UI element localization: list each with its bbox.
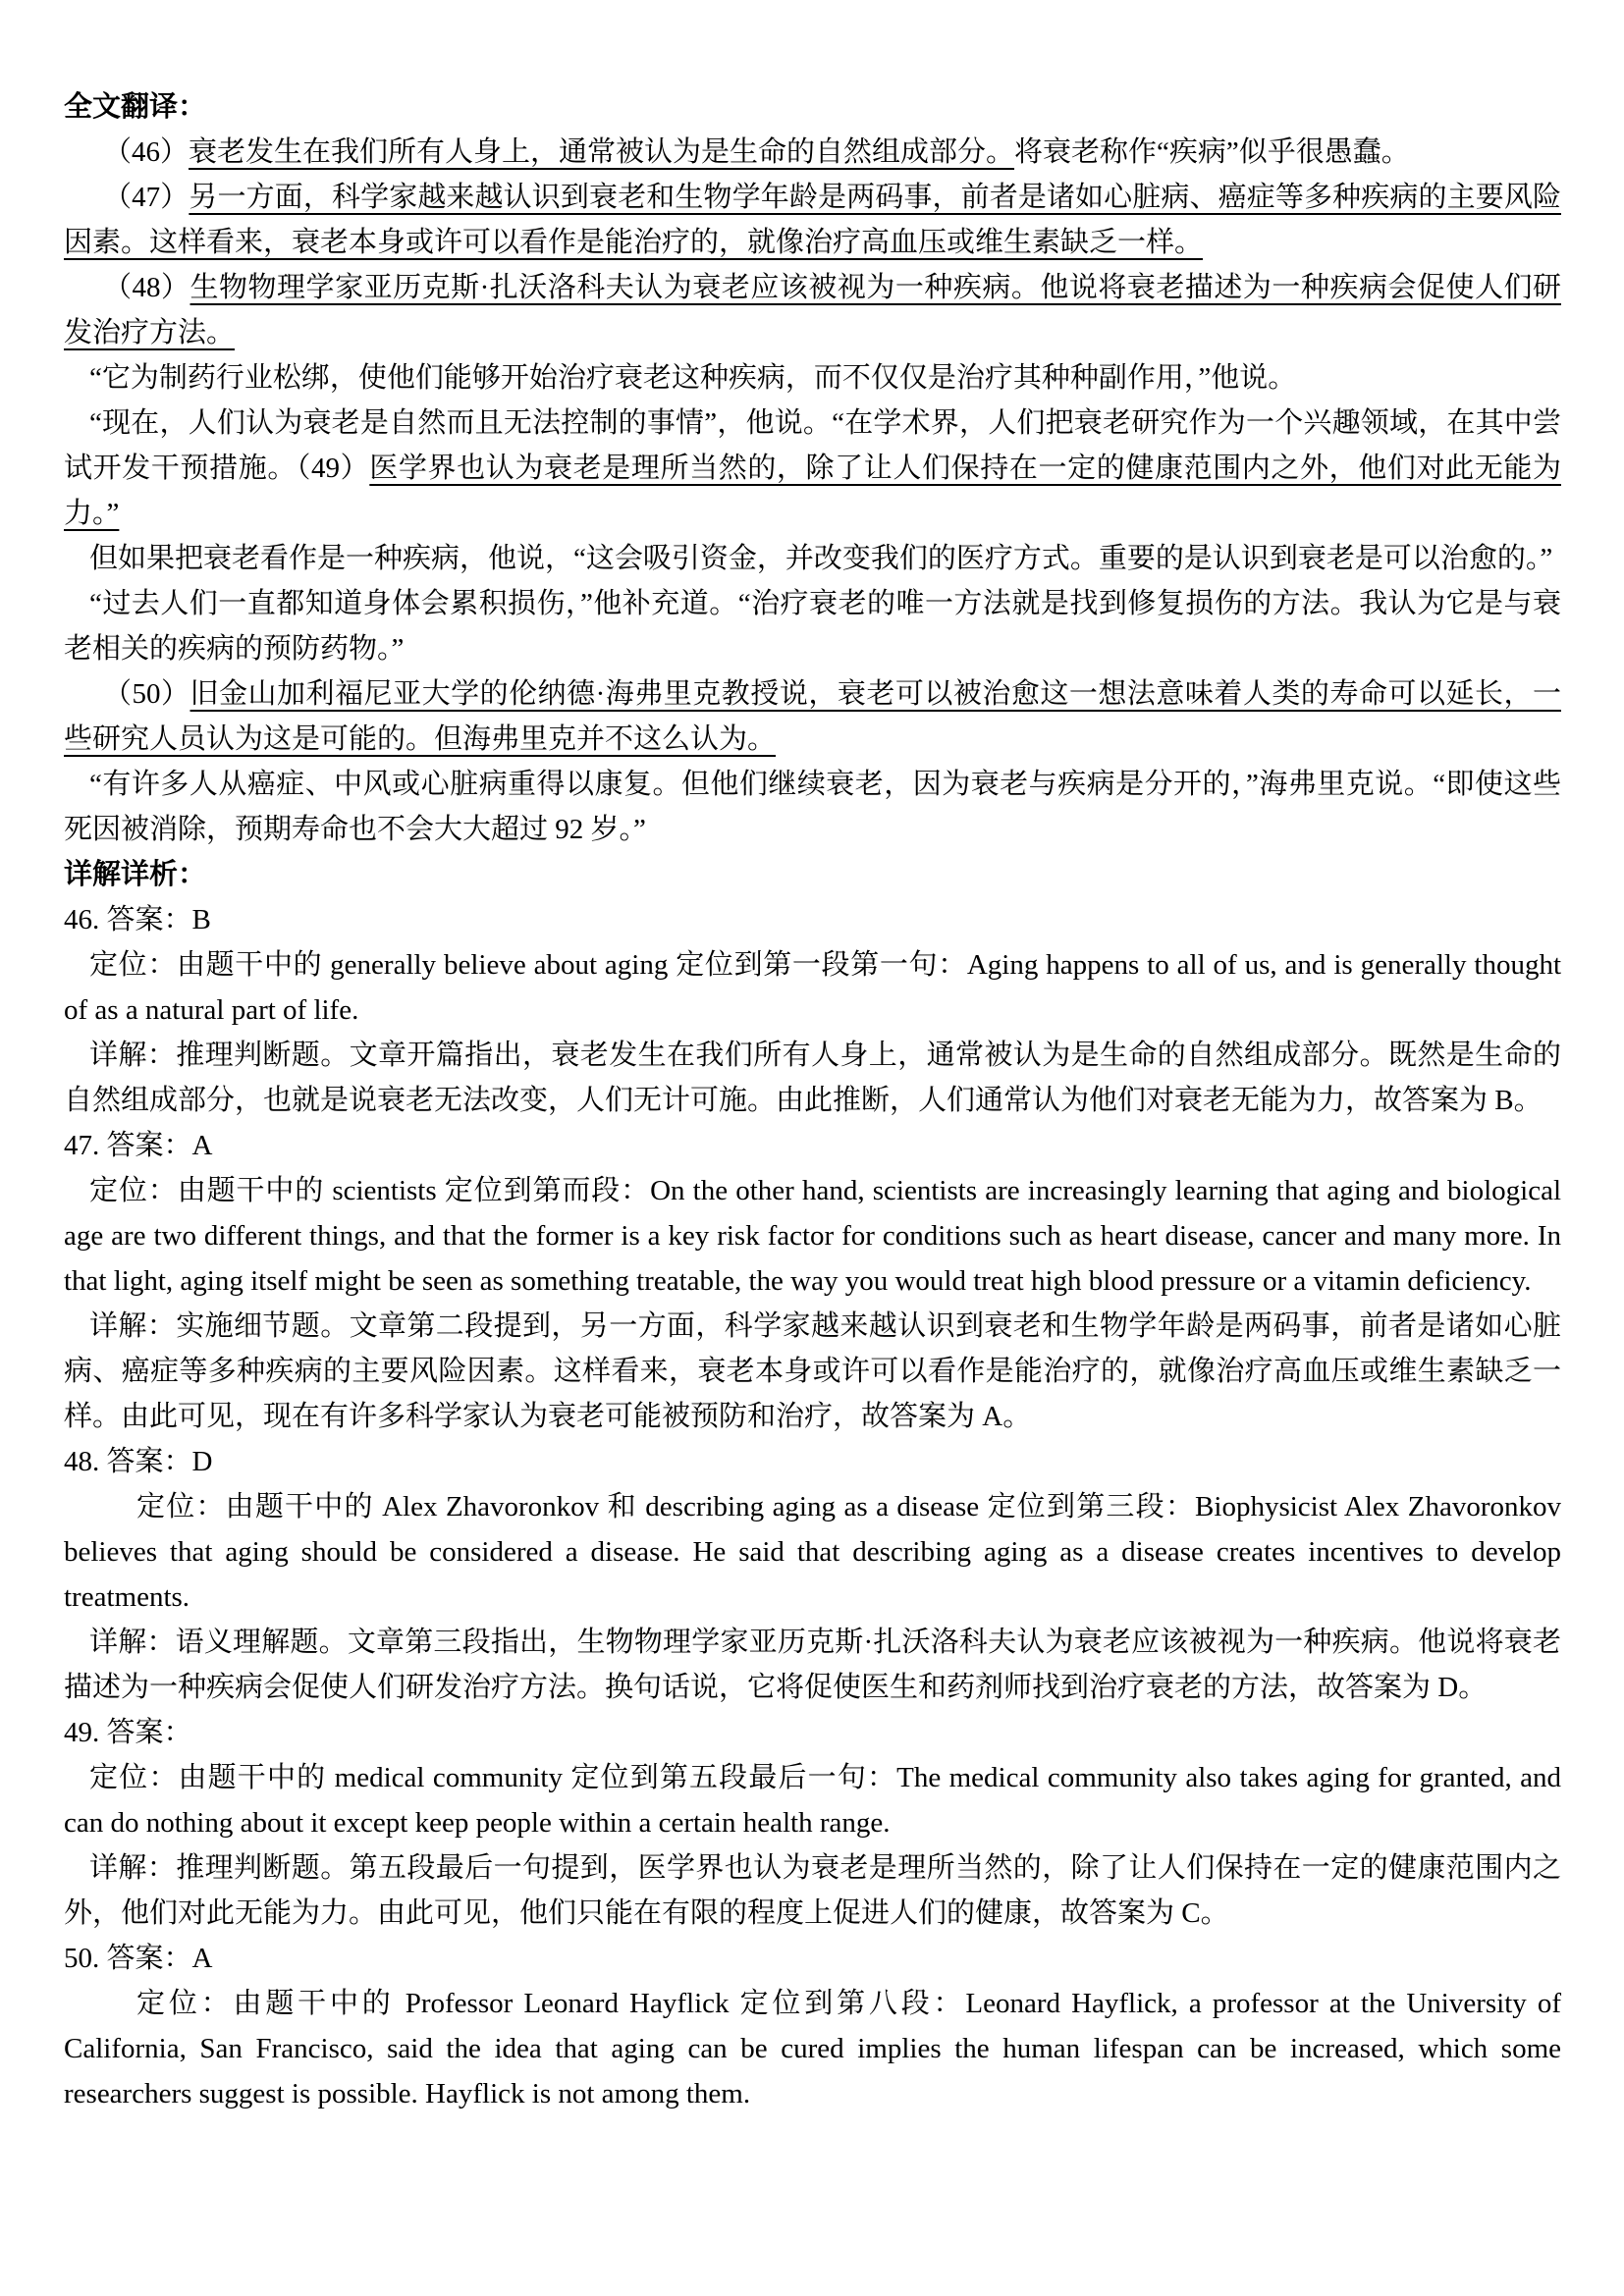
text-segment: 定位：由题干中的 Alex Zhavoronkov 和 describing aging as a disease 定位到第三段：Biophysicist Alex Zhavoronkov believes that aging should be considered a disease. He said that describing aging as a disease creates incentives to develop treatments. [64,1491,1561,1613]
detail-line [64,1033,1561,1123]
underlined-segment: 衰老发生在我们所有人身上，通常被认为是生命的自然组成部分。 [189,136,1015,168]
text-segment: “有许多人从癌症、中风或心脏病重得以康复。但他们继续衰老，因为衰老与疾病是分开的，”海弗里克说。“即使这些死因被消除，预期寿命也不会大大超过 92 岁。” [64,769,1561,845]
answer-line [64,1123,1561,1168]
text-segment: 详解：实施细节题。文章第二段提到，另一方面，科学家越来越认识到衰老和生物学年龄是两码事，前者是诸如心脏病、癌症等多种疾病的主要风险因素。这样看来，衰老本身或许可以看作是能治疗的，就像治疗高血压或维生素缺乏一样。由此可见，现在有许多科学家认为衰老可能被预防和治疗，故答案为 A。 [64,1310,1561,1432]
text-segment: 详解：语义理解题。文章第三段指出，生物物理学家亚历克斯·扎沃洛科夫认为衰老应该被视为一种疾病。他说将衰老描述为一种疾病会促使人们研发治疗方法。换句话说，它将促使医生和药剂师找到治疗衰老的方法，故答案为 D。 [64,1627,1561,1703]
translation-paragraph [64,671,1561,762]
text-segment: 定位：由题干中的 scientists 定位到第而段：On the other hand, scientists are increasingly learning that aging and biological age are two different things, and that the former is a key risk factor for conditions such as heart disease, cancer and many more. In that light, aging itself might be seen as something treatable, the way you would treat high blood pressure or a vitamin deficiency. [64,1175,1561,1297]
text-segment: “现在，人们认为衰老是自然而且无法控制的事情”，他说。“在学术界，人们把衰老研究作为一个兴趣领域，在其中尝试开发干预措施。（49） [64,407,1561,484]
underlined-segment: 旧金山加利福尼亚大学的伦纳德·海弗里克教授说，衰老可以被治愈这一想法意味着人类的寿命可以延长，一些研究人员认为这是可能的。但海弗里克并不这么认为。 [64,678,1561,755]
text-segment: 详解：推理判断题。文章开篇指出，衰老发生在我们所有人身上，通常被认为是生命的自然组成部分。既然是生命的自然组成部分，也就是说衰老无法改变，人们无计可施。由此推断，人们通常认为他们对衰老无能为力，故答案为 B。 [64,1040,1561,1116]
text-segment: （47） [103,182,189,213]
underlined-segment: 医学界也认为衰老是理所当然的，除了让人们保持在一定的健康范围内之外，他们对此无能为力。” [64,453,1561,529]
text-segment: 50. 答案：A [64,1943,213,1974]
text-segment: （50） [103,678,190,710]
text-segment: “它为制药行业松绑，使他们能够开始治疗衰老这种疾病，而不仅仅是治疗其种种副作用，”他说。 [89,362,1297,394]
location-line [64,942,1561,1033]
text-segment: （48） [103,272,190,303]
answer-line [64,1936,1561,1981]
translation-paragraph [64,400,1561,536]
text-segment: “过去人们一直都知道身体会累积损伤，”他补充道。“治疗衰老的唯一方法就是找到修复损伤的方法。我认为它是与衰老相关的疾病的预防药物。” [64,588,1561,665]
answer-line [64,1439,1561,1484]
text-segment: 定位：由题干中的 medical community 定位到第五段最后一句：The medical community also takes aging for granted, and can do nothing about it except keep people within a certain health range. [64,1762,1561,1839]
underlined-segment: 生物物理学家亚历克斯·扎沃洛科夫认为衰老应该被视为一种疾病。他说将衰老描述为一种疾病会促使人们研发治疗方法。 [64,272,1561,348]
translation-paragraph [64,762,1561,852]
text-segment: 详解：推理判断题。第五段最后一句提到，医学界也认为衰老是理所当然的，除了让人们保持在一定的健康范围内之外，他们对此无能为力。由此可见，他们只能在有限的程度上促进人们的健康，故答案为 C。 [64,1852,1561,1929]
text-segment: （46） [103,136,189,168]
translation-paragraph [64,265,1561,355]
translation-paragraph [64,175,1561,265]
underlined-segment: 另一方面，科学家越来越认识到衰老和生物学年龄是两码事，前者是诸如心脏病、癌症等多种疾病的主要风险因素。这样看来，衰老本身或许可以看作是能治疗的，就像治疗高血压或维生素缺乏一样。 [64,182,1561,258]
location-line [64,1981,1561,2116]
text-segment: 定位：由题干中的 generally believe about aging 定位到第一段第一句：Aging happens to all of us, and is generally thought of as a natural part of life. [64,949,1561,1026]
text-segment: 但如果把衰老看作是一种疾病，他说，“这会吸引资金，并改变我们的医疗方式。重要的是认识到衰老是可以治愈的。” [89,543,1553,574]
translation-paragraph [64,581,1561,671]
location-line [64,1755,1561,1845]
answer-line [64,1710,1561,1755]
text-segment: 46. 答案：B [64,904,211,935]
detail-line [64,1845,1561,1936]
translation-heading: 全文翻译： [64,91,207,123]
translation-paragraph [64,130,1561,175]
text-segment: 47. 答案：A [64,1130,213,1161]
text-segment: 定位：由题干中的 Professor Leonard Hayflick 定位到第八段：Leonard Hayflick, a professor at the University of California, San Francisco, said the idea that aging can be cured implies the human lifespan can be increased, which some researchers suggest is possible. Hayflick is not among them. [64,1988,1561,2109]
text-segment: 49. 答案： [64,1717,192,1748]
detail-line [64,1620,1561,1710]
translation-section [64,130,1561,852]
detail-line [64,1304,1561,1439]
text-segment: 48. 答案：D [64,1446,213,1477]
translation-paragraph [64,536,1561,581]
text-segment: 将衰老称作“疾病”似乎很愚蠢。 [1014,136,1410,168]
analysis-section [64,897,1561,2116]
answer-line [64,897,1561,942]
location-line [64,1168,1561,1304]
analysis-heading: 详解详析： [64,859,207,890]
location-line [64,1484,1561,1620]
translation-paragraph [64,355,1561,400]
